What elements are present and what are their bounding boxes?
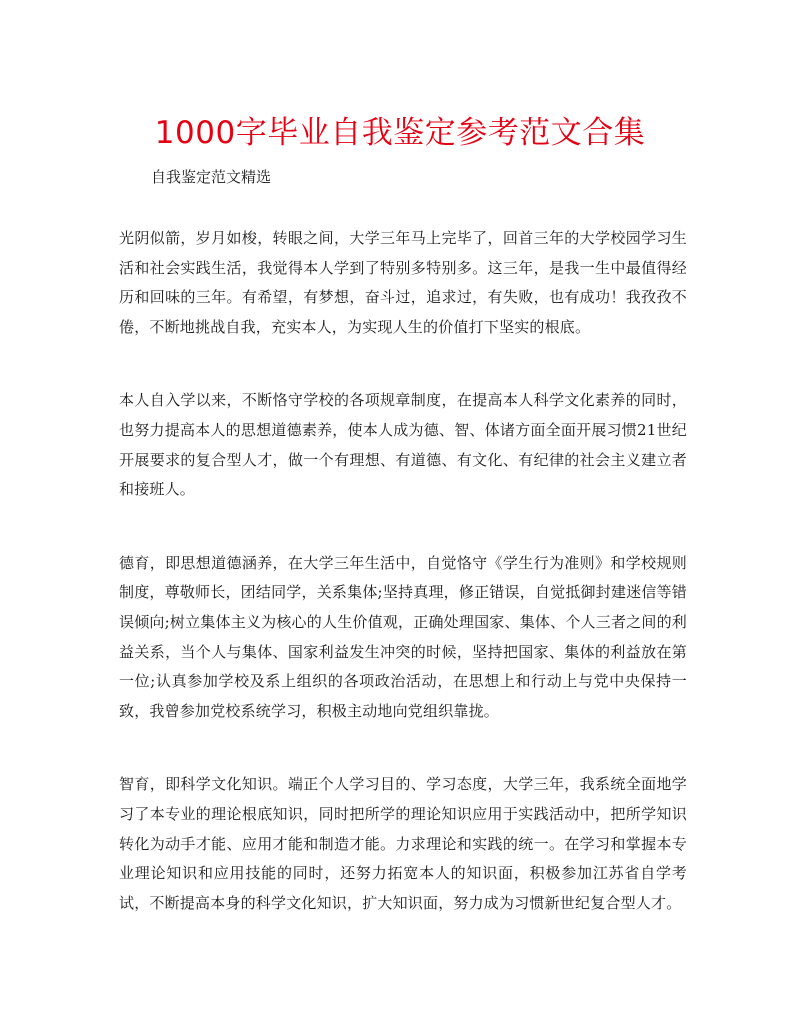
paragraph-3: 德育，即思想道德涵养，在大学三年生活中，自觉恪守《学生行为准则》和学校规则制度，尊敬师长，团结同学，关系集体;坚持真理，修正错误，自觉抵御封建迷信等错误倾向;树立集体主义为核心的人生价值观，正确处理国家、集体、个人三者之间的利益关系，当个人与集体、国家利益发生冲突的时候，坚持把国家、集体的利益放在第一位;认真参加学校及系上组织的各项政治活动，在思想上和行动上与党中央保持一致，我曾参加党校系统学习，积极主动地向党组织靠拢。 — [119, 553, 687, 720]
paragraph-2: 本人自入学以来，不断恪守学校的各项规章制度，在提高本人科学文化素养的同时，也努力提高本人的思想道德素养，使本人成为德、智、体诸方面全面开展习惯21世纪开展要求的复合型人才，做一个有理想、有道德、有文化、有纪律的社会主义建立者和接班人。 — [119, 391, 687, 499]
paragraph-4: 智育，即科学文化知识。端正个人学习目的、学习态度，大学三年，我系统全面地学习了本专业的理论根底知识，同时把所学的理论知识应用于实践活动中，把所学知识转化为动手才能、应用才能和制造才能。力求理论和实践的统一。在学习和掌握本专业理论知识和应用技能的同时，还努力拓宽本人的知识面，积极参加江苏省自学考试，不断提高本身的科学文化知识，扩大知识面，努力成为习惯新世纪复合型人才。 — [119, 775, 687, 912]
paragraph-1: 光阴似箭，岁月如梭，转眼之间，大学三年马上完毕了，回首三年的大学校园学习生活和社会实践生活，我觉得本人学到了特别多特别多。这三年，是我一生中最值得经历和回味的三年。有希望，有梦想，奋斗过，追求过，有失败，也有成功！我孜孜不倦，不断地挑战自我，充实本人，为实现人生的价值打下坚实的根底。 — [119, 229, 687, 336]
document-body — [119, 224, 687, 962]
document-title: 1000字毕业自我鉴定参考范文合集 — [154, 115, 646, 151]
document-subtitle: 自我鉴定范文精选 — [151, 168, 272, 186]
